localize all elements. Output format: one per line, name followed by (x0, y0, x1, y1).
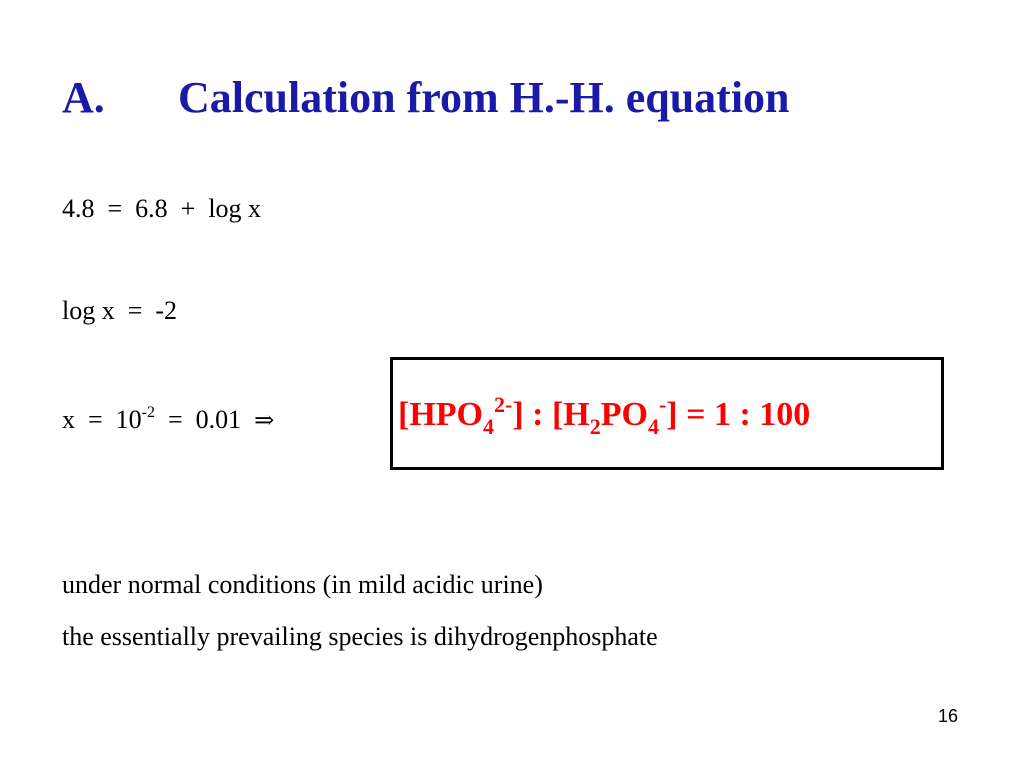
slide-title (62, 72, 790, 128)
equation-line-2: log x = -2 (62, 296, 178, 325)
equation-line-1: 4.8 = 6.8 + log x (62, 194, 262, 223)
equation-3-lhs: x = 10 (62, 405, 142, 434)
equation-3-rhs: = 0.01 (155, 405, 255, 434)
result-subscript-1: 4 (482, 414, 494, 439)
result-superscript-1: 2- (493, 392, 513, 417)
result-subscript-3: 4 (647, 414, 659, 439)
result-superscript-3: - (658, 392, 667, 417)
section-number: A. (62, 73, 105, 122)
equation-3-exponent: -2 (141, 404, 155, 421)
note-line-2: the essentially prevailing species is dihydrogenphosphate (62, 622, 658, 651)
implies-arrow-icon: ⇒ (254, 406, 275, 434)
result-part-4: ] = 1 : 100 (666, 396, 811, 433)
result-part-1: [HPO (398, 396, 483, 433)
result-part-2: ] : [H (512, 396, 590, 433)
result-subscript-2: 2 (589, 414, 601, 439)
page-number: 16 (938, 706, 959, 726)
result-part-3: PO (600, 396, 648, 433)
note-line-1: under normal conditions (in mild acidic urine) (62, 570, 543, 599)
equation-line-3 (62, 405, 274, 435)
result-ratio (398, 392, 811, 439)
title-text: Calculation from H.-H. equation (178, 73, 790, 122)
